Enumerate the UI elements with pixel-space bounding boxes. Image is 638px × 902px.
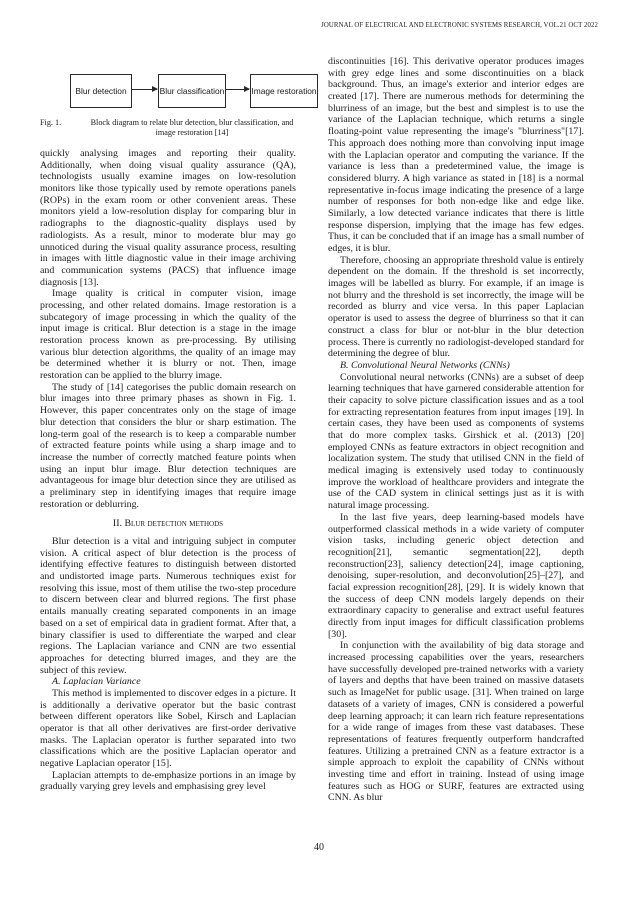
- figure-caption-text: Block diagram to relate blur detection, blur classification, and image restoration [14]: [90, 118, 294, 137]
- journal-header: JOURNAL OF ELECTRICAL AND ELECTRONIC SYSTEMS RESEARCH, VOL.21 OCT 2022: [321, 22, 598, 29]
- figure-1-diagram: [40, 62, 317, 106]
- image-restoration-box: Image restoration: [250, 74, 318, 108]
- paragraph: quickly analysing images and reporting their quality. Additionally, when doing visual quality assurance (QA), technologists usually examine images on low-resolution monitors like those typically used by remote operations panels (ROPs) in the exam room or other convenient areas. These monitors yield a low-resolution display for comparing blur in radiographs to the diagnostic-quality displays used by radiologists. As a result, minor to moderate blur may go unnoticed during the visual quality assurance process, resulting in images with little diagnostic value in their image archiving and communication systems (PACS) that influence image diagnosis [13].: [40, 148, 296, 288]
- paragraph: Image quality is critical in computer vision, image processing, and other related domains. Image restoration is a subcategory of image processing in which the quality of the input image is critical. Blur detection is a stage in the image restoration process known as pre-processing. By utilising various blur detection algorithms, the quality of an image may be determined whether it is blurry or not. Then, image restoration can be applied to the blurry image.: [40, 288, 296, 382]
- paragraph: Laplacian attempts to de-emphasize portions in an image by gradually varying grey levels and emphasising grey level: [40, 769, 296, 793]
- left-column: [40, 56, 317, 793]
- right-column: [328, 56, 584, 804]
- paragraph: This method is implemented to discover edges in a picture. It is additionally a derivative operator but the basic contrast between different operators like Sobel, Kirsch and Laplacian operator is that all other derivatives are first-order derivative masks. The Laplacian operator is further separated into two classifications which are the positive Laplacian operator and negative Laplacian operator [15].: [40, 687, 296, 770]
- section-heading: [40, 518, 296, 530]
- subsection-heading: A. Laplacian Variance: [52, 676, 141, 688]
- blur-classification-box: Blur classification: [158, 74, 226, 108]
- section-number: II.: [112, 518, 122, 530]
- arrow-2: [225, 89, 249, 90]
- page-number: 40: [314, 842, 324, 853]
- subsection-heading: B. Convolutional Neural Networks (CNNs): [340, 359, 510, 371]
- paragraph: In conjunction with the availability of big data storage and increased processing capabilities over the years, researchers have successfully developed pre-trained networks with a variety of layers and depths that have been trained on massive datasets such as ImageNet for public usage. [31]. When trained on large datasets of a variety of images, CNN is considered a powerful deep learning approach; it can learn rich feature representations for a wide range of images from these vast databases. These representations of features frequently outperform handcrafted features. Utilizing a pretrained CNN as a feature extractor is a simple approach to exploit the capability of CNNs without investing time and effort in training. Instead of using image features such as HOG or SURF, features are extracted using CNN. As blur: [328, 640, 584, 804]
- arrow-1: [131, 89, 157, 90]
- paragraph: The study of [14] categorises the public domain research on blur images into three primary phases as shown in Fig. 1. However, this paper concentrates only on the stage of image blur detection that considers the blur or sharp estimation. The long-term goal of the research is to keep a comparable number of extracted feature points while using a sharp image and to increase the number of correctly matched feature points when using an input blur image. Blur detection techniques are advantageous for image blur detection since they are utilised as a preliminary step in identifying images that require image restoration or deblurring.: [40, 381, 296, 510]
- paragraph: In the last five years, deep learning-based models have outperformed classical methods in a wide variety of computer vision tasks, including generic object detection and recognition[21], semantic segmentation[22], depth reconstruction[23], saliency detection[24], image captioning, denoising, super-resolution, and deconvolution[25]–[27], and facial expression recognition[28], [29]. It is widely known that the success of deep CNN models largely depends on their extraordinary capacity to generalise and extract useful features directly from input images for difficult classification problems [30].: [328, 511, 584, 640]
- paragraph: Convolutional neural networks (CNNs) are a subset of deep learning techniques that have garnered considerable attention for their capacity to solve picture classification issues and as a tool for extracting representation features from input images [19]. In certain cases, they have been used as components of systems that do more complex tasks. Girshick et al. (2013) [20] employed CNNs as feature extractors in object recognition and localization system. The study that utilised CNN in the field of medical imaging is extensively used today to continuously improve the workload of healthcare providers and integrate the use of the CAD system in clinical settings just as it is with natural image processing.: [328, 371, 584, 512]
- paragraph: Therefore, choosing an appropriate threshold value is entirely dependent on the domain. If the threshold is set incorrectly, images will be labelled as blurry. For example, if an image is not blurry and the threshold is set incorrectly, the image will be recorded as blurry and vice versa. In this paper Laplacian operator is used to assess the degree of blurriness so that it can construct a class for blur or not-blur in the blur detection process. There is currently no radiologist-developed standard for determining the degree of blur.: [328, 254, 584, 360]
- blur-detection-box: Blur detection: [70, 74, 132, 108]
- figure-caption: [40, 118, 296, 138]
- paragraph: discontinuities [16]. This derivative operator produces images with grey edge lines and some discontinuities on a black background. Thus, an image's exterior and interior edges are created [17]. There are numerous methods for determining the blurriness of an image, but the best and simplest is to use the variance of the Laplacian technique, which returns a single floating-point value representing the image's "blurriness"[17]. This approach does nothing more than convolving input image with the Laplacian operator and computing the variance. If the variance is less than a predetermined value, the image is considered blurry. A high variance as stated in [18] is a normal representative in-focus image indicating the presence of a large number of responses for both non-edge like and edge like. Similarly, a low detected variance indicates that there is little response dispersion, implying that the image has few edges. Thus, it can be concluded that if an image has a small number of edges, it is blur.: [328, 56, 584, 254]
- section-title: Blur detection methods: [124, 518, 224, 530]
- paragraph: Blur detection is a vital and intriguing subject in computer vision. A critical aspect of blur detection is the process of identifying effective features to distinguish between distorted and undistorted image parts. Numerous techniques exist for resolving this issue, most of them utilise the two-step procedure to discern between clear and blurred regions. The first phase entails manually creating separated components in an image based on a set of empirical data in gradient format. After that, a binary classifier is used to differentiate the warped and clear regions. The Laplacian variance and CNN are two essential approaches for detecting blurred images, and they are the subject of this review.: [40, 536, 296, 676]
- figure-label: Fig. 1.: [40, 118, 62, 127]
